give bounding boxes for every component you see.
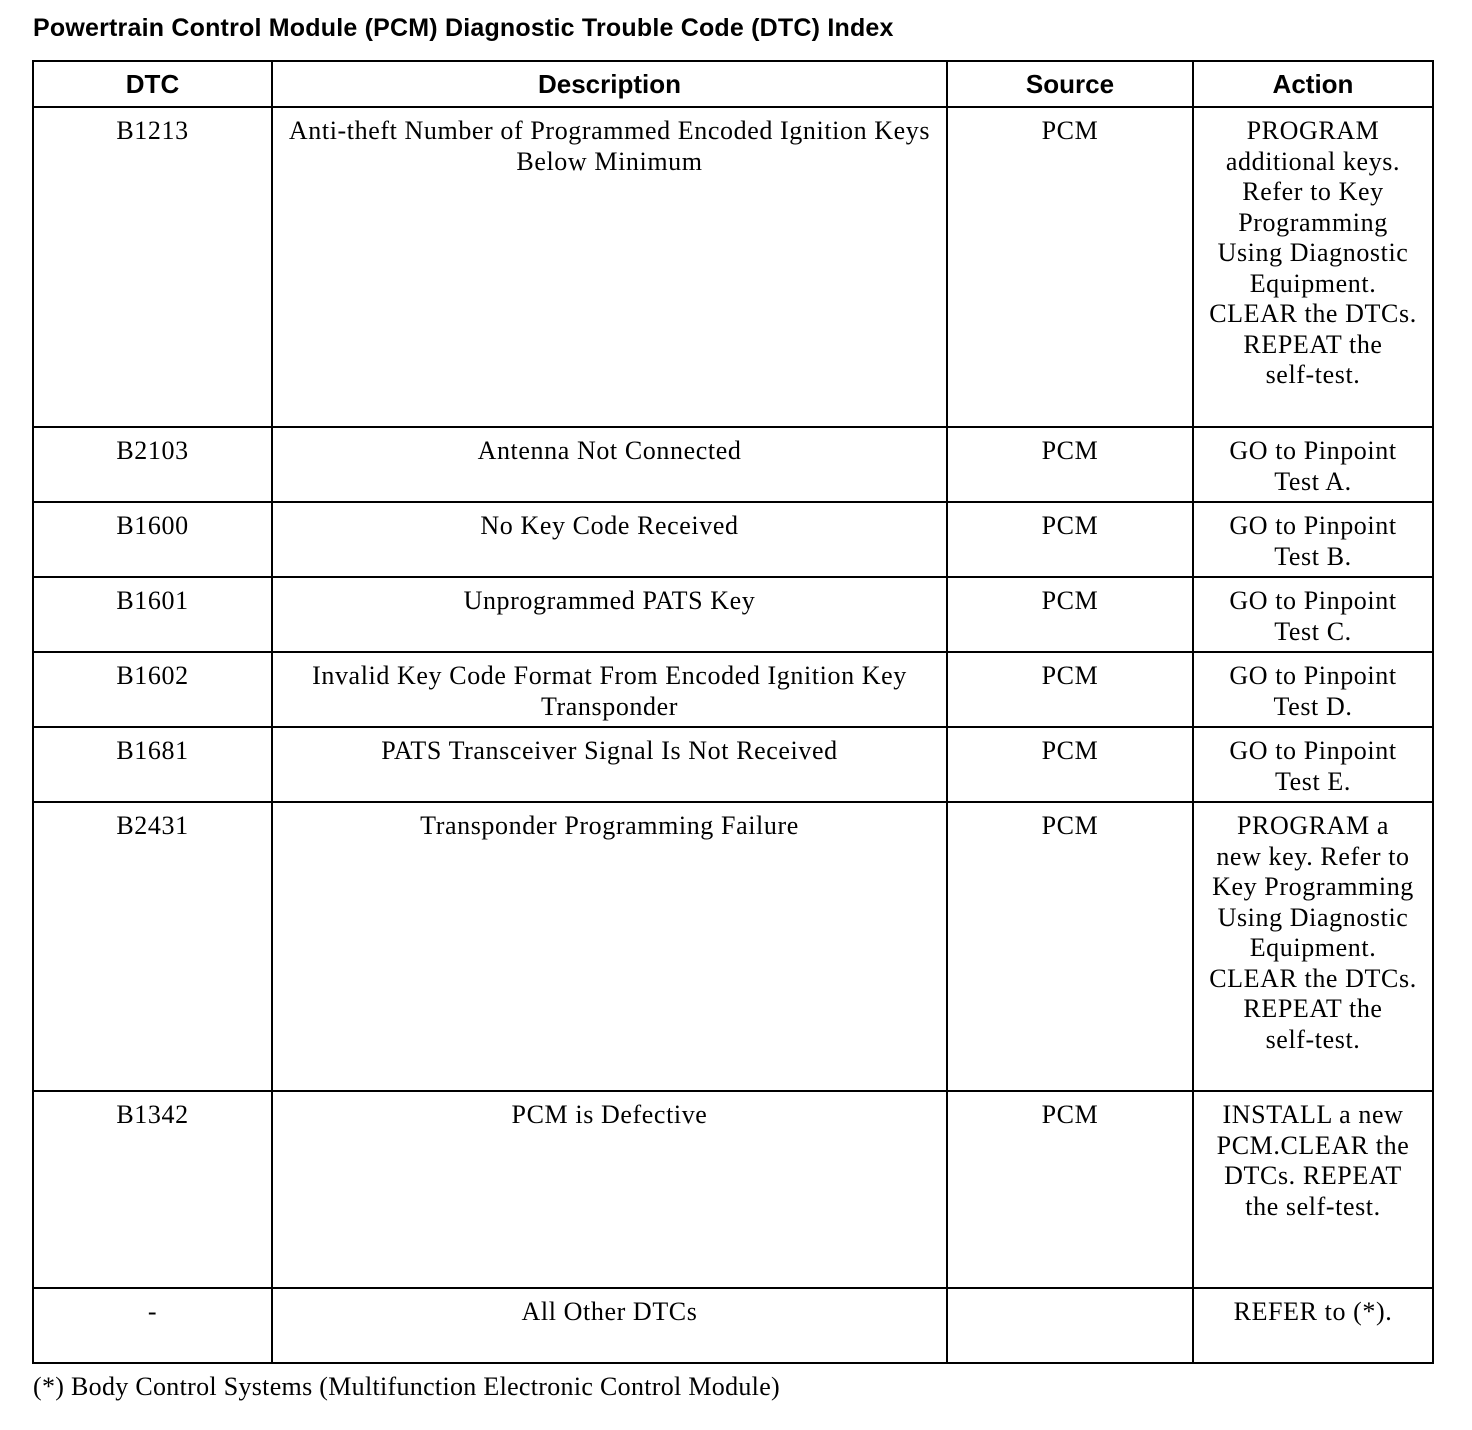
description-cell: No Key Code Received	[272, 502, 947, 577]
action-line: Test C.	[1274, 616, 1352, 646]
description-cell: PATS Transceiver Signal Is Not Received	[272, 727, 947, 802]
table-row	[33, 107, 1433, 427]
column-header-dtc: DTC	[33, 61, 272, 107]
action-line: REPEAT the	[1243, 994, 1383, 1023]
source-cell: PCM	[947, 802, 1193, 1091]
source-cell: PCM	[947, 652, 1193, 727]
action-line: additional keys.	[1225, 146, 1401, 176]
description-cell: Invalid Key Code Format From Encoded Ignition Key Transponder	[272, 652, 947, 727]
source-cell	[947, 1288, 1193, 1363]
dtc-code-cell: B1213	[33, 107, 272, 427]
action-cell	[1193, 652, 1433, 727]
table-row	[33, 427, 1433, 502]
table-row	[33, 1288, 1433, 1363]
action-line: REFER to (*).	[1233, 1297, 1393, 1326]
dtc-code-cell: B1600	[33, 502, 272, 577]
action-line: the self-test.	[1245, 1191, 1381, 1221]
dtc-code-cell: B2431	[33, 802, 272, 1091]
table-row	[33, 577, 1433, 652]
action-cell	[1193, 802, 1433, 1091]
page-title: Powertrain Control Module (PCM) Diagnostic Trouble Code (DTC) Index	[33, 14, 894, 42]
action-line: DTCs. REPEAT	[1224, 1161, 1402, 1190]
action-line: Test B.	[1274, 541, 1352, 571]
action-line: Equipment.	[1249, 268, 1377, 298]
dtc-code-cell: B1601	[33, 577, 272, 652]
action-line: self-test.	[1265, 360, 1361, 389]
action-line: PROGRAM	[1246, 116, 1380, 145]
table-row	[33, 1091, 1433, 1288]
action-cell	[1193, 427, 1433, 502]
dtc-code-cell: B1342	[33, 1091, 272, 1288]
source-cell: PCM	[947, 427, 1193, 502]
action-cell	[1193, 1288, 1433, 1363]
action-line: Programming	[1238, 207, 1388, 237]
action-cell	[1193, 502, 1433, 577]
action-line: GO to Pinpoint	[1229, 511, 1397, 540]
action-line: PROGRAM a	[1236, 811, 1390, 840]
action-line: Test A.	[1274, 466, 1352, 496]
description-cell: Anti-theft Number of Programmed Encoded Ignition Keys Below Minimum	[272, 107, 947, 427]
dtc-code-cell: B2103	[33, 427, 272, 502]
table-row	[33, 652, 1433, 727]
dtc-code-cell: B1681	[33, 727, 272, 802]
action-line: Equipment.	[1249, 933, 1377, 962]
action-line: Key Programming	[1212, 872, 1414, 901]
action-line: Test E.	[1274, 766, 1352, 796]
dtc-code-cell: -	[33, 1288, 272, 1363]
action-line: Test D.	[1273, 691, 1353, 721]
action-line: PCM.CLEAR the	[1216, 1130, 1410, 1160]
dtc-index-table	[32, 60, 1434, 1364]
action-cell	[1193, 107, 1433, 427]
action-line: Refer to Key	[1242, 177, 1384, 206]
table-row	[33, 802, 1433, 1091]
table-body	[33, 107, 1433, 1363]
description-cell: Antenna Not Connected	[272, 427, 947, 502]
action-cell	[1193, 727, 1433, 802]
description-cell: PCM is Defective	[272, 1091, 947, 1288]
source-cell: PCM	[947, 727, 1193, 802]
action-line: Using Diagnostic	[1217, 902, 1409, 932]
description-cell: Unprogrammed PATS Key	[272, 577, 947, 652]
column-header-description: Description	[272, 61, 947, 107]
action-cell	[1193, 1091, 1433, 1288]
table-row	[33, 727, 1433, 802]
table-header-row	[33, 61, 1433, 107]
action-line: self-test.	[1265, 1024, 1361, 1054]
action-line: new key. Refer to	[1216, 841, 1410, 871]
footnote: (*) Body Control Systems (Multifunction Electronic Control Module)	[33, 1372, 780, 1401]
action-line: INSTALL a new	[1222, 1100, 1404, 1129]
source-cell: PCM	[947, 577, 1193, 652]
dtc-code-cell: B1602	[33, 652, 272, 727]
column-header-action: Action	[1193, 61, 1433, 107]
table-row	[33, 502, 1433, 577]
description-cell: Transponder Programming Failure	[272, 802, 947, 1091]
source-cell: PCM	[947, 107, 1193, 427]
action-line: GO to Pinpoint	[1229, 661, 1397, 690]
description-cell: All Other DTCs	[272, 1288, 947, 1363]
source-cell: PCM	[947, 1091, 1193, 1288]
source-cell: PCM	[947, 502, 1193, 577]
action-line: Using Diagnostic	[1217, 238, 1409, 267]
action-cell	[1193, 577, 1433, 652]
action-line: CLEAR the DTCs.	[1209, 299, 1417, 328]
column-header-source: Source	[947, 61, 1193, 107]
action-line: CLEAR the DTCs.	[1209, 963, 1417, 993]
action-line: REPEAT the	[1243, 329, 1383, 359]
action-line: GO to Pinpoint	[1229, 436, 1397, 465]
action-line: GO to Pinpoint	[1229, 736, 1397, 765]
action-line: GO to Pinpoint	[1229, 586, 1397, 615]
